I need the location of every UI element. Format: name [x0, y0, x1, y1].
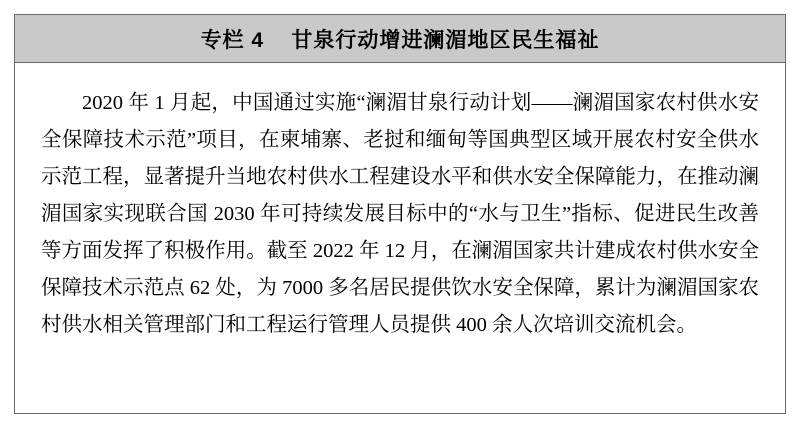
callout-header — [15, 15, 785, 63]
callout-body — [15, 63, 785, 354]
callout-box — [14, 14, 786, 414]
callout-paragraph: 2020 年 1 月起，中国通过实施“澜湄甘泉行动计划——澜湄国家农村供水安全保障技术示范”项目，在柬埔寨、老挝和缅甸等国典型区域开展农村安全供水示范工程，显著提升当地农村供水工程建设水平和供水安全保障能力，在推动澜湄国家实现联合国 2030 年可持续发展目标中的“水与卫生”指标、促进民生改善等方面发挥了积极作用。截至 2022 年 12 月，在澜湄国家共计建成农村供水安全保障技术示范点 62 处，为 7000 多名居民提供饮水安全保障，累计为澜湄国家农村供水相关管理部门和工程运行管理人员提供 400 余人次培训交流机会。 — [41, 92, 759, 336]
callout-title: 专栏 4 甘泉行动增进澜湄地区民生福祉 — [200, 28, 600, 52]
